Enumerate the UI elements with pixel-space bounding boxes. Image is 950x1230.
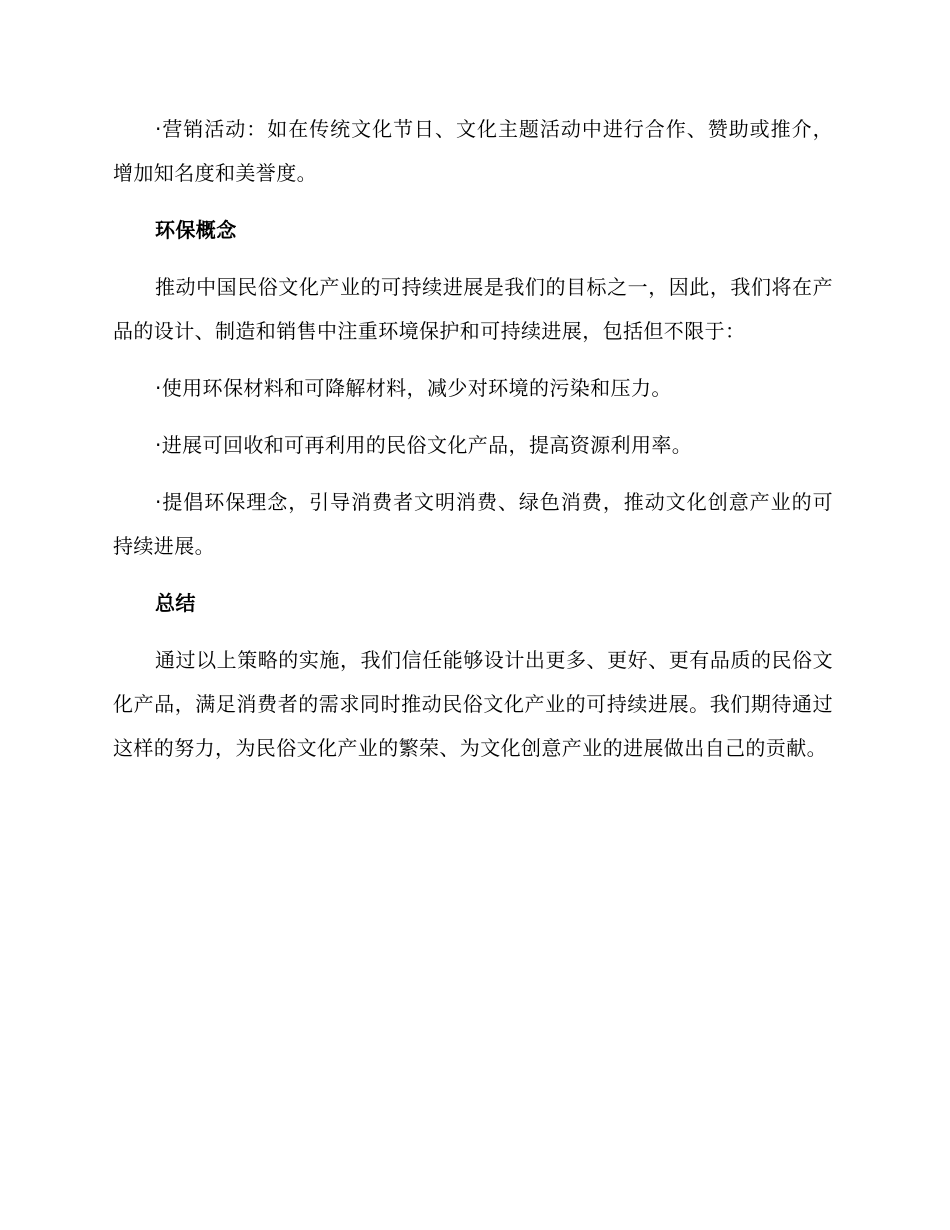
- summary-paragraph: 通过以上策略的实施，我们信任能够设计出更多、更好、更有品质的民俗文化产品，满足消费者的需求同时推动民俗文化产业的可持续进展。我们期待通过这样的努力，为民俗文化产业的繁荣、为文化创意产业的进展做出自己的贡献。: [113, 648, 833, 760]
- environment-bullet-recycling: ·进展可回收和可再利用的民俗文化产品，提高资源利用率。: [155, 433, 693, 457]
- environment-bullet-materials: ·使用环保材料和可降解材料，减少对环境的污染和压力。: [155, 376, 672, 400]
- marketing-bullet: ·营销活动：如在传统文化节日、文化主题活动中进行合作、赞助或推介，增加知名度和美誉度。: [113, 117, 833, 185]
- environment-intro-paragraph: 推动中国民俗文化产业的可持续进展是我们的目标之一，因此，我们将在产品的设计、制造和销售中注重环境保护和可持续进展，包括但不限于：: [113, 275, 833, 343]
- section-heading-summary: 总结: [155, 591, 196, 615]
- section-heading-environment: 环保概念: [155, 218, 237, 242]
- environment-bullet-promotion: ·提倡环保理念，引导消费者文明消费、绿色消费，推动文化创意产业的可持续进展。: [113, 490, 833, 558]
- document-body: [113, 107, 833, 783]
